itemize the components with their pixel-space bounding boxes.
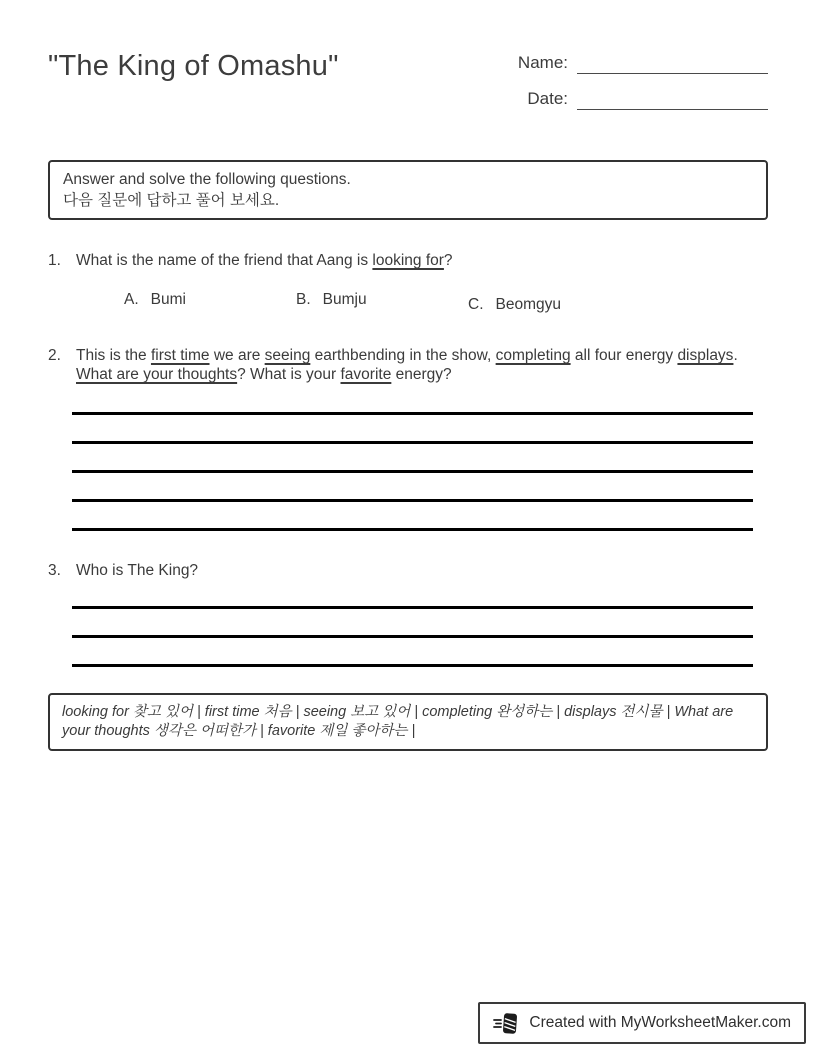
answer-line[interactable] <box>72 473 753 502</box>
question-2-number: 2. <box>48 347 61 364</box>
name-date-block <box>518 50 768 110</box>
question-1-options <box>124 290 768 313</box>
page-title: "The King of Omashu" <box>48 50 339 82</box>
question-2-text: This is the first time we are seeing earthbending in the show, completing all four energy displays. What are your thoughts? What is your favorite energy? <box>76 347 738 383</box>
worksheet-maker-logo-icon <box>493 1010 520 1037</box>
option-b-letter: B. <box>296 291 311 308</box>
answer-line[interactable] <box>72 444 753 473</box>
date-label: Date: <box>527 89 568 108</box>
answer-line[interactable] <box>72 580 753 609</box>
answer-line[interactable] <box>72 638 753 667</box>
question-1-number: 1. <box>48 252 61 269</box>
option-c[interactable] <box>468 295 768 315</box>
glossary-box <box>48 693 768 751</box>
question-2-answer-lines <box>72 386 753 531</box>
question-3-answer-lines <box>72 580 753 667</box>
name-label: Name: <box>517 53 568 72</box>
question-1 <box>48 251 768 270</box>
option-b[interactable] <box>296 290 468 310</box>
answer-line[interactable] <box>72 386 753 415</box>
question-3 <box>48 561 768 580</box>
question-3-number: 3. <box>48 562 61 579</box>
date-row <box>518 88 768 110</box>
answer-line[interactable] <box>72 415 753 444</box>
option-a-label: Bumi <box>150 291 186 308</box>
instruction-text-en: Answer and solve the following questions. <box>63 171 351 188</box>
option-a-letter: A. <box>124 291 139 308</box>
option-c-label: Beomgyu <box>495 296 561 313</box>
header <box>48 0 768 110</box>
question-1-text: What is the name of the friend that Aang is looking for? <box>76 252 453 269</box>
option-c-letter: C. <box>468 296 484 313</box>
footer-credit <box>478 1002 806 1044</box>
date-input-line[interactable] <box>577 88 768 110</box>
option-a[interactable] <box>124 290 296 310</box>
answer-line[interactable] <box>72 502 753 531</box>
question-2 <box>48 346 768 384</box>
option-b-label: Bumju <box>322 291 367 308</box>
name-row <box>518 52 768 74</box>
answer-line[interactable] <box>72 609 753 638</box>
question-3-text: Who is The King? <box>76 562 199 579</box>
glossary-text: looking for 찾고 있어 | first time 처음 | seeing 보고 있어 | completing 완성하는 | displays 전시물 | What are your thoughts 생각은 어떠한가 | favorite 제일 좋아하는 | <box>62 704 734 739</box>
name-input-line[interactable] <box>577 52 768 74</box>
instructions-box <box>48 160 768 220</box>
footer-credit-text: Created with MyWorksheetMaker.com <box>529 1014 791 1031</box>
instruction-text-ko: 다음 질문에 답하고 풀어 보세요. <box>63 192 280 209</box>
